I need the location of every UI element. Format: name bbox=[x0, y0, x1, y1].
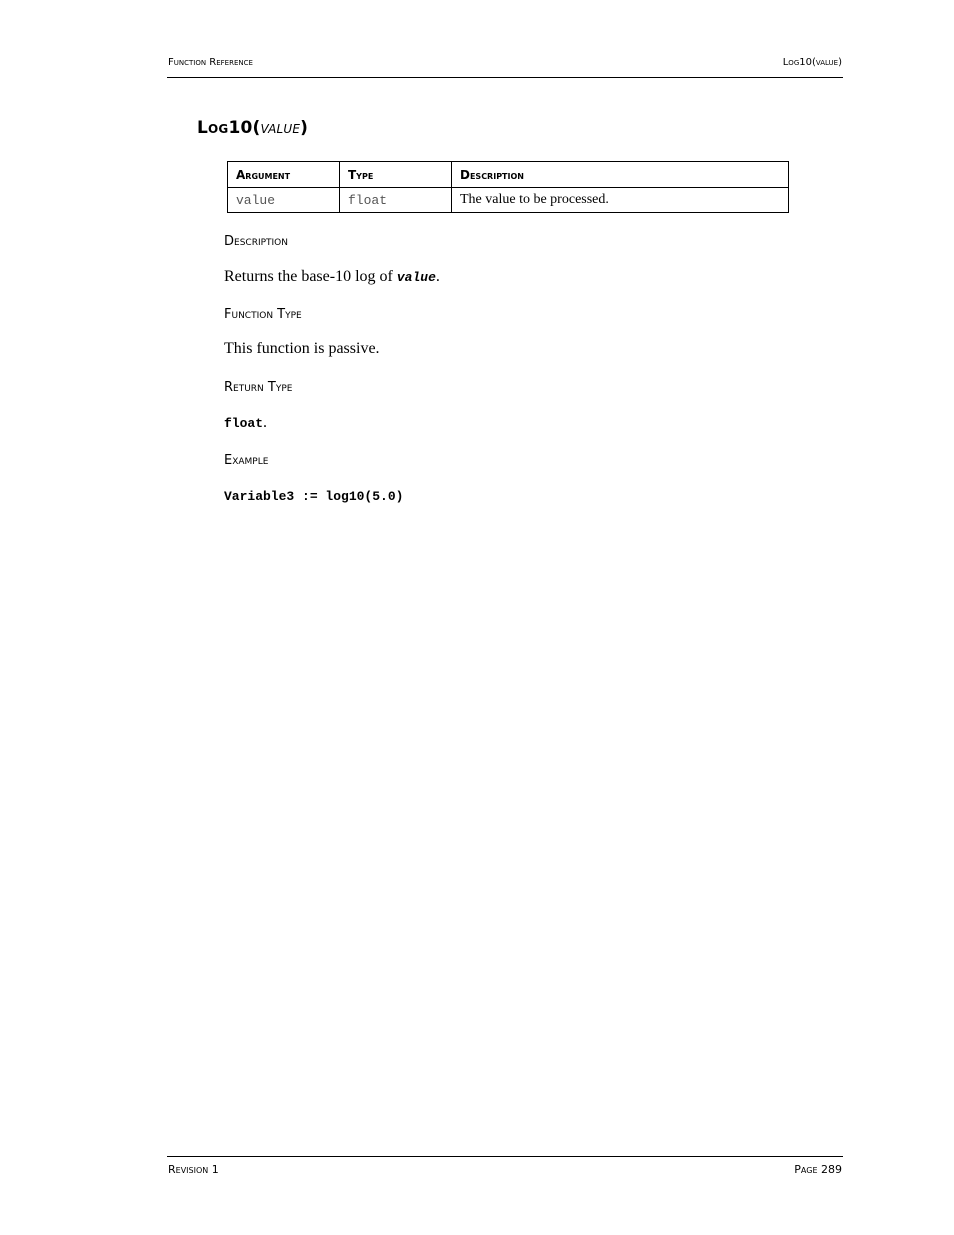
return-type-code: float bbox=[224, 416, 264, 431]
footer-page-number: Page 289 bbox=[794, 1163, 842, 1176]
header-section-title: Function Reference bbox=[168, 57, 253, 68]
example-code: Variable3 := log10(5.0) bbox=[224, 489, 404, 504]
description-text bbox=[224, 268, 440, 286]
page-header bbox=[167, 56, 843, 78]
cell-description: The value to be processed. bbox=[452, 188, 789, 213]
arguments-table bbox=[227, 161, 789, 213]
function-type-text: This function is passive. bbox=[224, 340, 380, 357]
column-header-description: Description bbox=[452, 162, 789, 188]
description-heading: Description bbox=[224, 234, 288, 249]
function-type-heading: Function Type bbox=[224, 307, 302, 322]
table-row bbox=[228, 188, 789, 213]
description-text-before: Returns the base-10 log of bbox=[224, 268, 397, 285]
function-title-name: Log10( bbox=[197, 118, 261, 138]
page-footer bbox=[167, 1156, 843, 1179]
description-text-after: . bbox=[435, 268, 440, 285]
return-type-text bbox=[224, 414, 267, 432]
header-function-name: Log10(value) bbox=[782, 57, 842, 68]
column-header-type: Type bbox=[340, 162, 452, 188]
return-type-heading: Return Type bbox=[224, 380, 293, 395]
cell-type: float bbox=[340, 188, 452, 213]
function-title bbox=[197, 118, 308, 138]
cell-argument: value bbox=[228, 188, 340, 213]
return-type-text-after: . bbox=[263, 414, 268, 431]
example-code-block bbox=[224, 487, 403, 505]
example-heading: Example bbox=[224, 453, 269, 468]
function-title-param: value bbox=[260, 118, 301, 138]
function-title-close: ) bbox=[300, 118, 309, 138]
column-header-argument: Argument bbox=[228, 162, 340, 188]
description-code: value bbox=[396, 270, 436, 285]
footer-revision: Revision 1 bbox=[168, 1163, 219, 1176]
arguments-table-header-row bbox=[228, 162, 789, 188]
